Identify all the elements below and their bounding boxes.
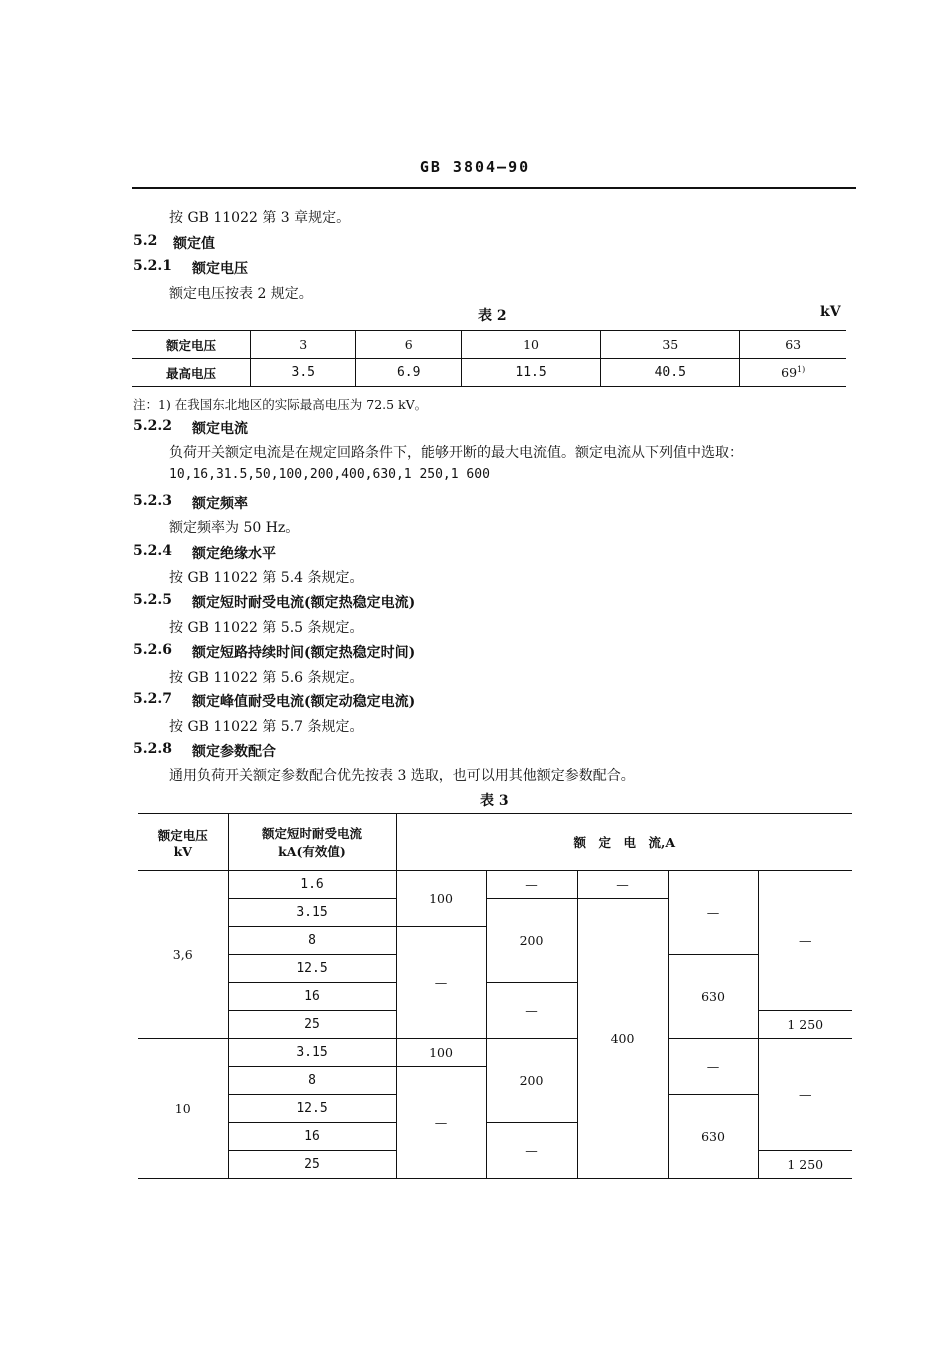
current-cell: —: [758, 1039, 852, 1151]
section-number: 5.2.2: [133, 418, 172, 434]
table-cell: 10: [461, 331, 600, 359]
current-cell: 630: [668, 1095, 758, 1179]
rated-parameters-table: [138, 813, 852, 1179]
table-cell: 6.9: [356, 359, 461, 387]
cell-value: 69: [781, 365, 798, 381]
table-cell: 3: [251, 331, 356, 359]
header-short-time-label: 额定短时耐受电流: [261, 826, 362, 841]
table-cell: 40.5: [601, 359, 740, 387]
paragraph: 通用负荷开关额定参数配合优先按表 3 选取，也可以用其他额定参数配合。: [169, 768, 635, 784]
voltage-cell: 10: [138, 1039, 228, 1179]
header-short-time: [228, 814, 396, 871]
header-rule: [132, 187, 856, 189]
short-time-cell: 8: [228, 1067, 396, 1095]
paragraph: 额定电压按表 2 规定。: [169, 286, 313, 302]
section-number: 5.2.3: [133, 493, 172, 509]
section-number: 5.2.7: [133, 691, 172, 707]
current-cell: 100: [396, 871, 486, 927]
section-title: 额定电压: [192, 261, 248, 277]
current-cell: —: [396, 1067, 486, 1179]
section-number: 5.2.1: [133, 258, 172, 274]
current-cell: —: [758, 871, 852, 1011]
paragraph: 负荷开关额定电流是在规定回路条件下，能够开断的最大电流值。额定电流从下列值中选取：: [169, 445, 743, 461]
header-voltage-unit: kV: [173, 843, 192, 859]
short-time-cell: 12.5: [228, 1095, 396, 1123]
paragraph: 额定频率为 50 Hz。: [169, 520, 300, 536]
table-note: 注：1) 在我国东北地区的实际最高电压为 72.5 kV。: [133, 397, 428, 412]
rated-voltage-table: [132, 330, 846, 387]
table-row: [138, 814, 852, 871]
header-short-time-unit: kA(有效值): [278, 844, 346, 859]
current-cell: —: [486, 1123, 577, 1179]
current-cell: 1 250: [758, 1011, 852, 1039]
section-number: 5.2.6: [133, 642, 172, 658]
paragraph: 按 GB 11022 第 5.6 条规定。: [169, 670, 364, 686]
section-title: 额定短路持续时间(额定热稳定时间): [192, 645, 416, 661]
current-cell: —: [486, 871, 577, 899]
row-label: 额定电压: [132, 331, 251, 359]
paragraph: 10,16,31.5,50,100,200,400,630,1 250,1 600: [169, 467, 490, 482]
paragraph: 按 GB 11022 第 5.7 条规定。: [169, 719, 364, 735]
table-cell: [740, 359, 846, 387]
current-cell: 400: [577, 899, 668, 1179]
table-cell: 35: [601, 331, 740, 359]
table-caption: 表 3: [480, 793, 509, 809]
current-cell: —: [486, 983, 577, 1039]
header-rated-current: 额 定 电 流,A: [396, 814, 852, 871]
header-voltage: [138, 814, 228, 871]
voltage-cell: 3,6: [138, 871, 228, 1039]
current-cell: 630: [668, 955, 758, 1039]
table-unit: kV: [820, 304, 841, 320]
current-cell: —: [577, 871, 668, 899]
short-time-cell: 25: [228, 1151, 396, 1179]
current-cell: —: [396, 927, 486, 1039]
table-caption: 表 2: [478, 308, 507, 324]
short-time-cell: 16: [228, 983, 396, 1011]
paragraph: 按 GB 11022 第 3 章规定。: [169, 210, 351, 226]
table-row: [138, 871, 852, 899]
section-title: 额定电流: [192, 421, 248, 437]
table-cell: 6: [356, 331, 461, 359]
current-cell: —: [668, 1039, 758, 1095]
row-label: 最高电压: [132, 359, 251, 387]
section-title: 额定绝缘水平: [192, 546, 276, 562]
current-cell: 200: [486, 1039, 577, 1123]
current-cell: 1 250: [758, 1151, 852, 1179]
section-number: 5.2: [133, 233, 158, 249]
table-row: [132, 359, 846, 387]
short-time-cell: 1.6: [228, 871, 396, 899]
note-mark: 1): [797, 364, 806, 374]
current-cell: 100: [396, 1039, 486, 1067]
header-voltage-label: 额定电压: [157, 827, 208, 843]
section-title: 额定参数配合: [192, 744, 276, 760]
short-time-cell: 3.15: [228, 899, 396, 927]
section-number: 5.2.5: [133, 592, 172, 608]
short-time-cell: 3.15: [228, 1039, 396, 1067]
section-number: 5.2.4: [133, 543, 172, 559]
table-cell: 11.5: [461, 359, 600, 387]
section-title: 额定值: [173, 236, 215, 252]
current-cell: —: [668, 871, 758, 955]
section-title: 额定短时耐受电流(额定热稳定电流): [192, 595, 416, 611]
paragraph: 按 GB 11022 第 5.5 条规定。: [169, 620, 364, 636]
short-time-cell: 16: [228, 1123, 396, 1151]
section-number: 5.2.8: [133, 741, 172, 757]
section-title: 额定频率: [192, 496, 248, 512]
section-title: 额定峰值耐受电流(额定动稳定电流): [192, 694, 416, 710]
short-time-cell: 8: [228, 927, 396, 955]
short-time-cell: 12.5: [228, 955, 396, 983]
table-row: [132, 331, 846, 359]
current-cell: 200: [486, 899, 577, 983]
table-cell: 63: [740, 331, 846, 359]
table-row: [138, 1039, 852, 1067]
short-time-cell: 25: [228, 1011, 396, 1039]
standard-number: GB 3804—90: [419, 158, 531, 176]
table-cell: 3.5: [251, 359, 356, 387]
paragraph: 按 GB 11022 第 5.4 条规定。: [169, 570, 364, 586]
